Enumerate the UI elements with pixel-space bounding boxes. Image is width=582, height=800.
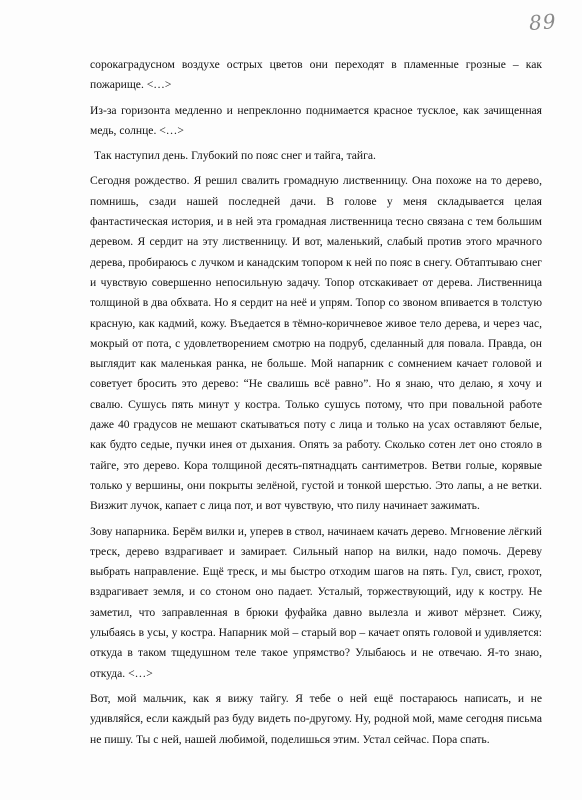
paragraph-4: Сегодня рождество. Я решил свалить громадную лиственницу. Она похоже на то дерево, помнишь, сзади нашей последней дачи. В голове у меня складывается целая фантастическая история, и в ней эта громадная лиственница тесно связана с тем большим деревом. Я сердит на эту лиственницу. И вот, маленький, слабый против этого мрачного дерева, пробираюсь с лучком и канадским топором к ней по пояс в снегу. Обтаптываю снег и чувствую совершенно непосильную задачу. Топор отскакивает от дерева. Лиственница толщиной в два обхвата. Но я сердит на неё и упрям. Топор со звоном впивается в толстую красную, как кадмий, кожу. Въедается в тёмно-коричневое живое тело дерева, и через час, мокрый от пота, с удовлетворением смотрю на подруб, сделанный для повала. Правда, он выглядит как маленькая ранка, не больше. Мой напарник с сомнением качает головой и советует бросить это дерево: “Не свалишь всё равно”. Но я знаю, что делаю, я хочу и свалю. Сушусь пять минут у костра. Только сушусь потому, что при повальной работе даже 40 градусов не мешают скатываться поту с лица и только на усах оставляют белые, как будто седые, пучки инея от дыхания. Опять за работу. Сколько сотен лет оно стояло в тайге, это дерево. Кора толщиной десять-пятнадцать сантиметров. Ветви голые, корявые только у вершины, они покрыты зелёной, густой и тонкой шерстью. Это лапы, а не ветки. Визжит лучок, капает с лица пот, и вот чувствую, что пилу начинает зажимать.	[90, 174, 542, 513]
paragraph-3: Так наступил день. Глубокий по пояс снег и тайга, тайга.	[94, 149, 376, 163]
letter-text	[90, 55, 542, 755]
paragraph-2: Из-за горизонта медленно и непреклонно поднимается красное тусклое, как зачищенная медь, солнце. <…>	[90, 103, 542, 137]
page-number: 89	[527, 9, 557, 35]
paragraph-5: Зову напарника. Берём вилки и, уперев в ствол, начинаем качать дерево. Мгновение лёгкий треск, дерево вздрагивает и замирает. Сильный напор на вилки, надо помочь. Дереву выбрать направление. Ещё треск, и мы быстро отходим шагов на пять. Гул, свист, грохот, вздрагивает земля, и со стоном оно падает. Усталый, торжествующий, иду к костру. Не заметил, что заправленная в брюки фуфайка давно вылезла и живот мёрзнет. Сижу, улыбаясь в усы, у костра. Напарник мой – старый вор – качает опять головой и удивляется: откуда в таком тщедушном теле такое упрямство? Улыбаюсь и не отвечаю. Я-то знаю, откуда. <…>	[90, 524, 542, 680]
paragraph-1: сорокаградусном воздухе острых цветов они переходят в пламенные грозные – как пожарище. <…>	[90, 58, 542, 92]
paragraph-6: Вот, мой мальчик, как я вижу тайгу. Я тебе о ней ещё постараюсь написать, и не удивляйся, если каждый раз буду видеть по-другому. Ну, родной мой, маме сегодня письма не пишу. Ты с ней, нашей любимой, поделишься этим. Устал сейчас. Пора спать.	[90, 691, 542, 746]
